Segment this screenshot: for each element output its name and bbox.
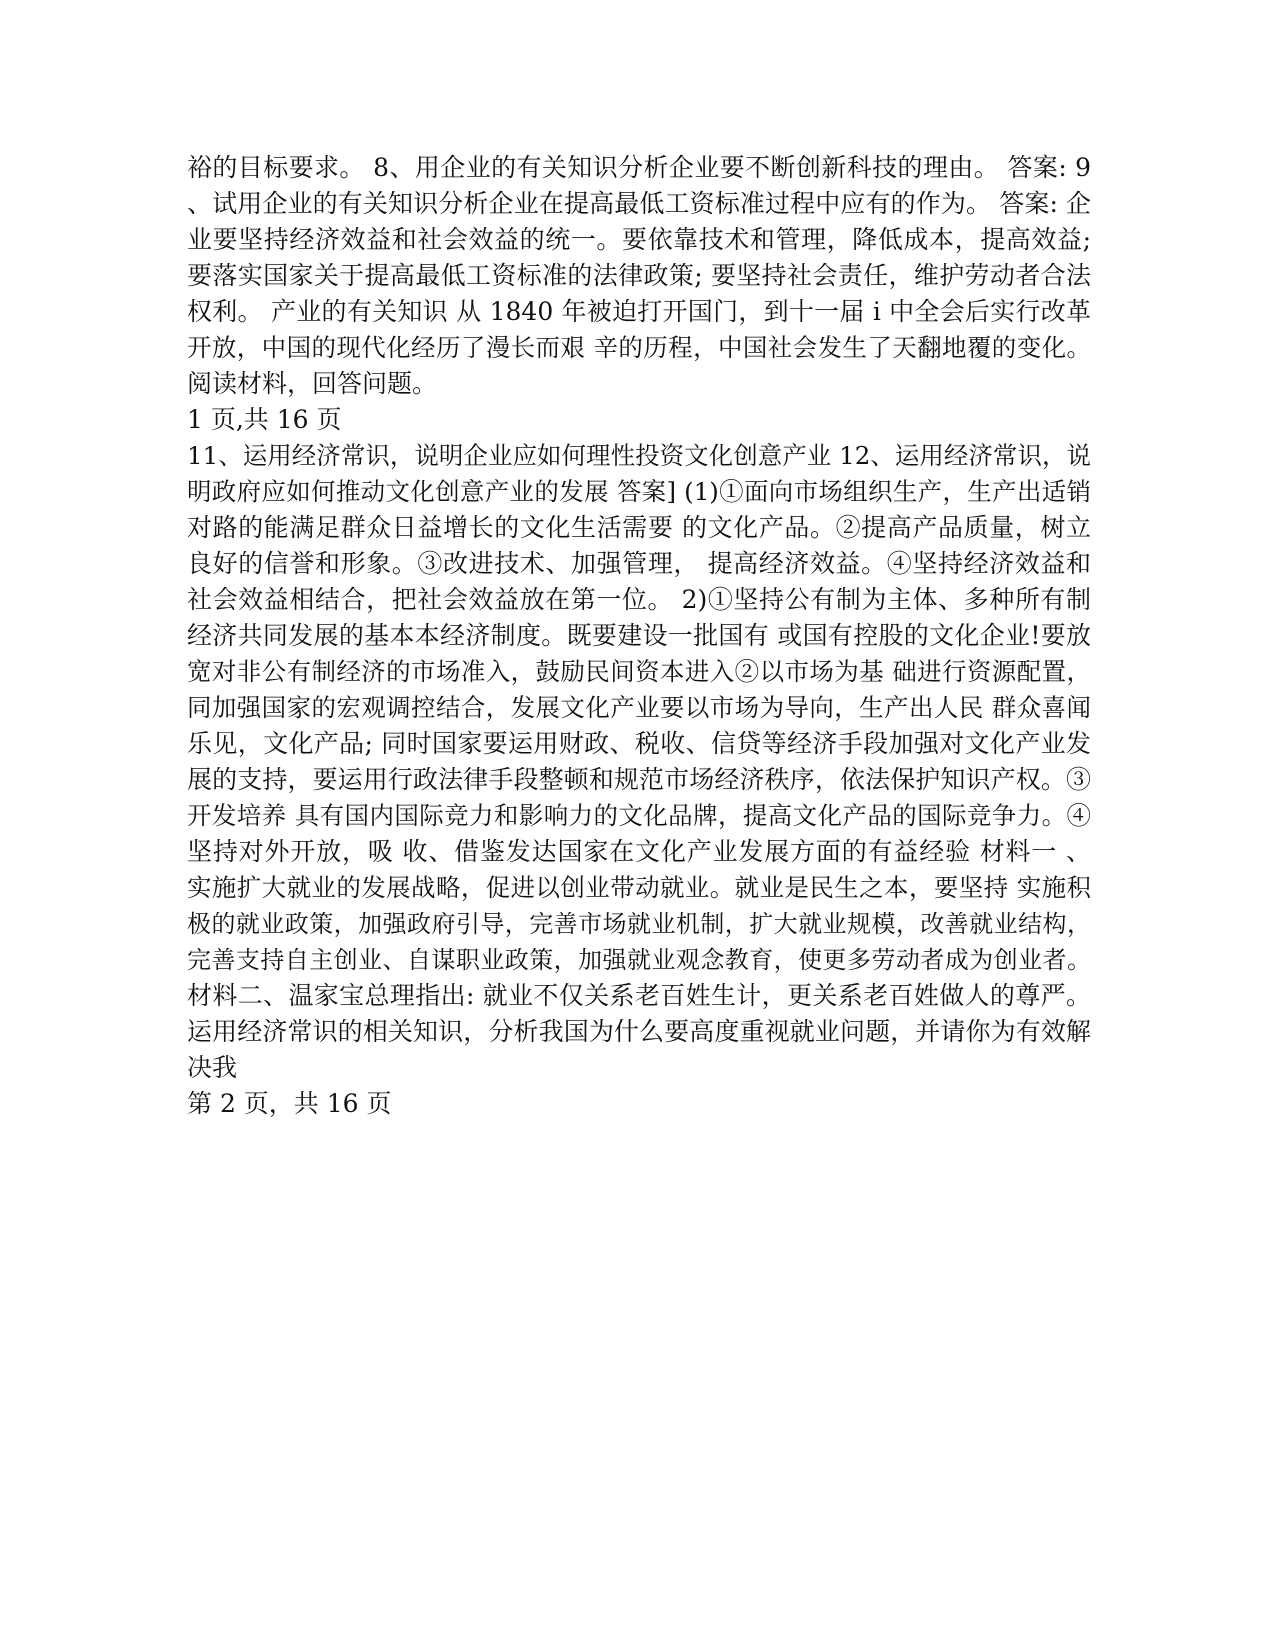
text-line: 极的就业政策，加强政府引导，完善市场就业机制，扩大就业规模，改善就业结构，: [187, 910, 1091, 938]
text-line: 良好的信誉和形象。③改进技术、加强管理， 提高经济效益。④坚持经济效益和: [187, 549, 1091, 578]
text-line: 阅读材料，回答问题。: [187, 369, 438, 398]
text-line: 完善支持自主创业、自谋职业政策，加强就业观念教育，使更多劳动者成为创业者。: [187, 946, 1091, 974]
text-line: 运用经济常识的相关知识，分析我国为什么要高度重视就业问题，并请你为有效解: [187, 1017, 1091, 1046]
text-line: 决我: [187, 1053, 238, 1082]
text-line: 明政府应如何推动文化创意产业的发展 答案] (1)①面向市场组织生产，生产出适销: [187, 477, 1091, 506]
text-line: 宽对非公有制经济的市场准入，鼓励民间资本进入②以市场为基 础进行资源配置，: [187, 657, 1091, 686]
text-line: 材料二、温家宝总理指出: 就业不仅关系老百姓生计，更关系老百姓做人的尊严。: [187, 981, 1091, 1010]
page-1-text-block: [187, 150, 1091, 438]
text-line: 开放，中国的现代化经历了漫长而艰 辛的历程，中国社会发生了天翻地覆的变化。: [187, 333, 1091, 362]
text-line: 同加强国家的宏观调控结合，发展文化产业要以市场为导向，生产出人民 群众喜闻: [187, 693, 1091, 722]
text-line: 裕的目标要求。 8、用企业的有关知识分析企业要不断创新科技的理由。 答案: 9: [187, 153, 1091, 182]
text-line: 实施扩大就业的发展战略，促进以创业带动就业。就业是民生之本，要坚持 实施积: [187, 873, 1091, 902]
page-number-footer: 1 页,共 16 页: [187, 405, 342, 434]
text-line: 业要坚持经济效益和社会效益的统一。要依靠技术和管理，降低成本，提高效益;: [187, 225, 1091, 254]
text-line: 坚持对外开放，吸 收、借鉴发达国家在文化产业发展方面的有益经验 材料一 、: [187, 837, 1091, 866]
text-line: 开发培养 具有国内国际竞力和影响力的文化品牌，提高文化产品的国际竞争力。④: [187, 801, 1091, 830]
text-line: 11、运用经济常识，说明企业应如何理性投资文化创意产业 12、运用经济常识，说: [187, 441, 1091, 470]
text-line: 社会效益相结合，把社会效益放在第一位。 2)①坚持公有制为主体、多种所有制: [187, 585, 1091, 614]
text-line: 经济共同发展的基本本经济制度。既要建设一批国有 或国有控股的文化企业!要放: [187, 621, 1091, 650]
text-line: 对路的能满足群众日益增长的文化生活需要 的文化产品。②提高产品质量，树立: [187, 513, 1091, 542]
text-line: 乐见，文化产品; 同时国家要运用财政、税收、信贷等经济手段加强对文化产业发: [187, 729, 1091, 758]
page-2-text-block: [187, 438, 1091, 1122]
text-line: 权利。 产业的有关知识 从 1840 年被迫打开国门，到十一届 i 中全会后实行改革: [187, 297, 1091, 326]
text-line: 展的支持，要运用行政法律手段整顿和规范市场经济秩序，依法保护知识产权。③: [187, 765, 1091, 794]
text-line: 要落实国家关于提高最低工资标准的法律政策; 要坚持社会责任，维护劳动者合法: [187, 261, 1091, 290]
page-number-footer: 第 2 页，共 16 页: [187, 1089, 392, 1118]
text-line: 、试用企业的有关知识分析企业在提高最低工资标准过程中应有的作为。 答案: 企: [187, 189, 1091, 218]
